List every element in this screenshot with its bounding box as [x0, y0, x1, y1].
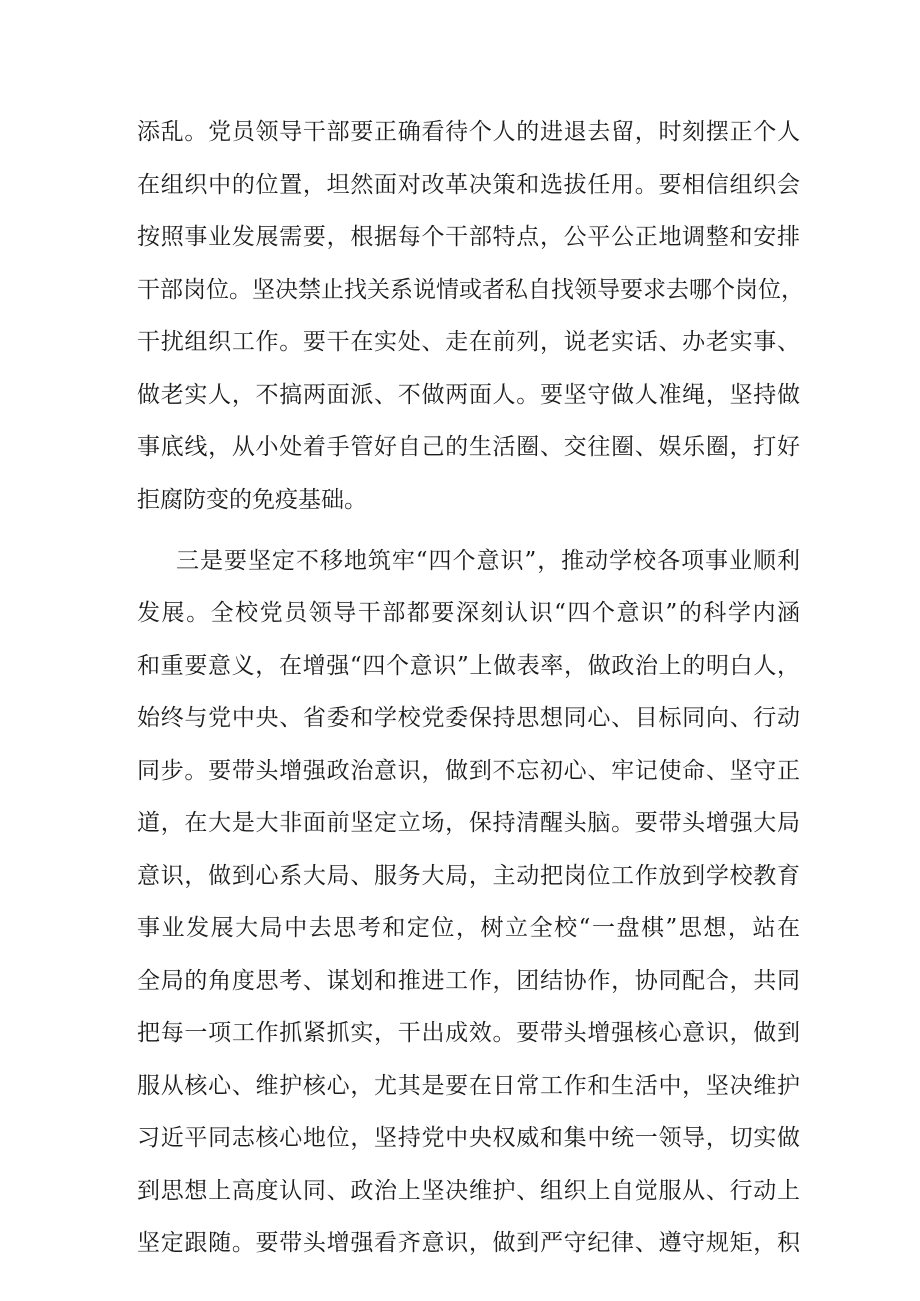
paragraph-line: 拒腐防变的免疫基础。: [137, 487, 367, 513]
paragraph-line: 发展。全校党员领导干部都要深刻认识“四个意识”的科学内涵: [137, 600, 800, 626]
paragraph-line: 到思想上高度认同、政治上坚决维护、组织上自觉服从、行动上: [137, 1178, 800, 1204]
paragraph-line: 干部岗位。坚决禁止找关系说情或者私自找领导要求去哪个岗位，: [137, 277, 804, 303]
paragraph-line: 添乱。党员领导干部要正确看待个人的进退去留，时刻摆正个人: [137, 119, 800, 145]
paragraph-line: 始终与党中央、省委和学校党委保持思想同心、目标同向、行动: [137, 705, 800, 731]
paragraph-line: 同步。要带头增强政治意识，做到不忘初心、牢记使命、坚守正: [137, 758, 800, 784]
paragraph-line: 做老实人，不搞两面派、不做两面人。要坚守做人准绳，坚持做: [137, 382, 800, 408]
paragraph-line: 坚定跟随。要带头增强看齐意识，做到严守纪律、遵守规矩，积: [137, 1230, 800, 1256]
paragraph-line: 干扰组织工作。要干在实处、走在前列，说老实话、办老实事、: [137, 329, 800, 355]
paragraph-line: 事底线，从小处着手管好自己的生活圈、交往圈、娱乐圈，打好: [137, 434, 800, 460]
paragraph-line: 在组织中的位置，坦然面对改革决策和选拔任用。要相信组织会: [137, 172, 800, 198]
paragraph-line: 和重要意义，在增强“四个意识”上做表率，做政治上的明白人，: [137, 653, 800, 679]
paragraph-line: 道，在大是大非面前坚定立场，保持清醒头脑。要带头增强大局: [137, 810, 800, 836]
paragraph-line: 全局的角度思考、谋划和推进工作，团结协作，协同配合，共同: [137, 968, 800, 994]
paragraph-line: 三是要坚定不移地筑牢“四个意识”，推动学校各项事业顺利: [176, 548, 800, 574]
paragraph-line: 事业发展大局中去思考和定位，树立全校“一盘棋”思想，站在: [137, 915, 800, 941]
paragraph-line: 按照事业发展需要，根据每个干部特点，公平公正地调整和安排: [137, 224, 800, 250]
paragraph-line: 习近平同志核心地位，坚持党中央权威和集中统一领导，切实做: [137, 1125, 800, 1151]
paragraph-line: 服从核心、维护核心，尤其是要在日常工作和生活中，坚决维护: [137, 1073, 800, 1099]
paragraph-line: 把每一项工作抓紧抓实，干出成效。要带头增强核心意识，做到: [137, 1020, 800, 1046]
paragraph-line: 意识，做到心系大局、服务大局，主动把岗位工作放到学校教育: [137, 863, 800, 889]
